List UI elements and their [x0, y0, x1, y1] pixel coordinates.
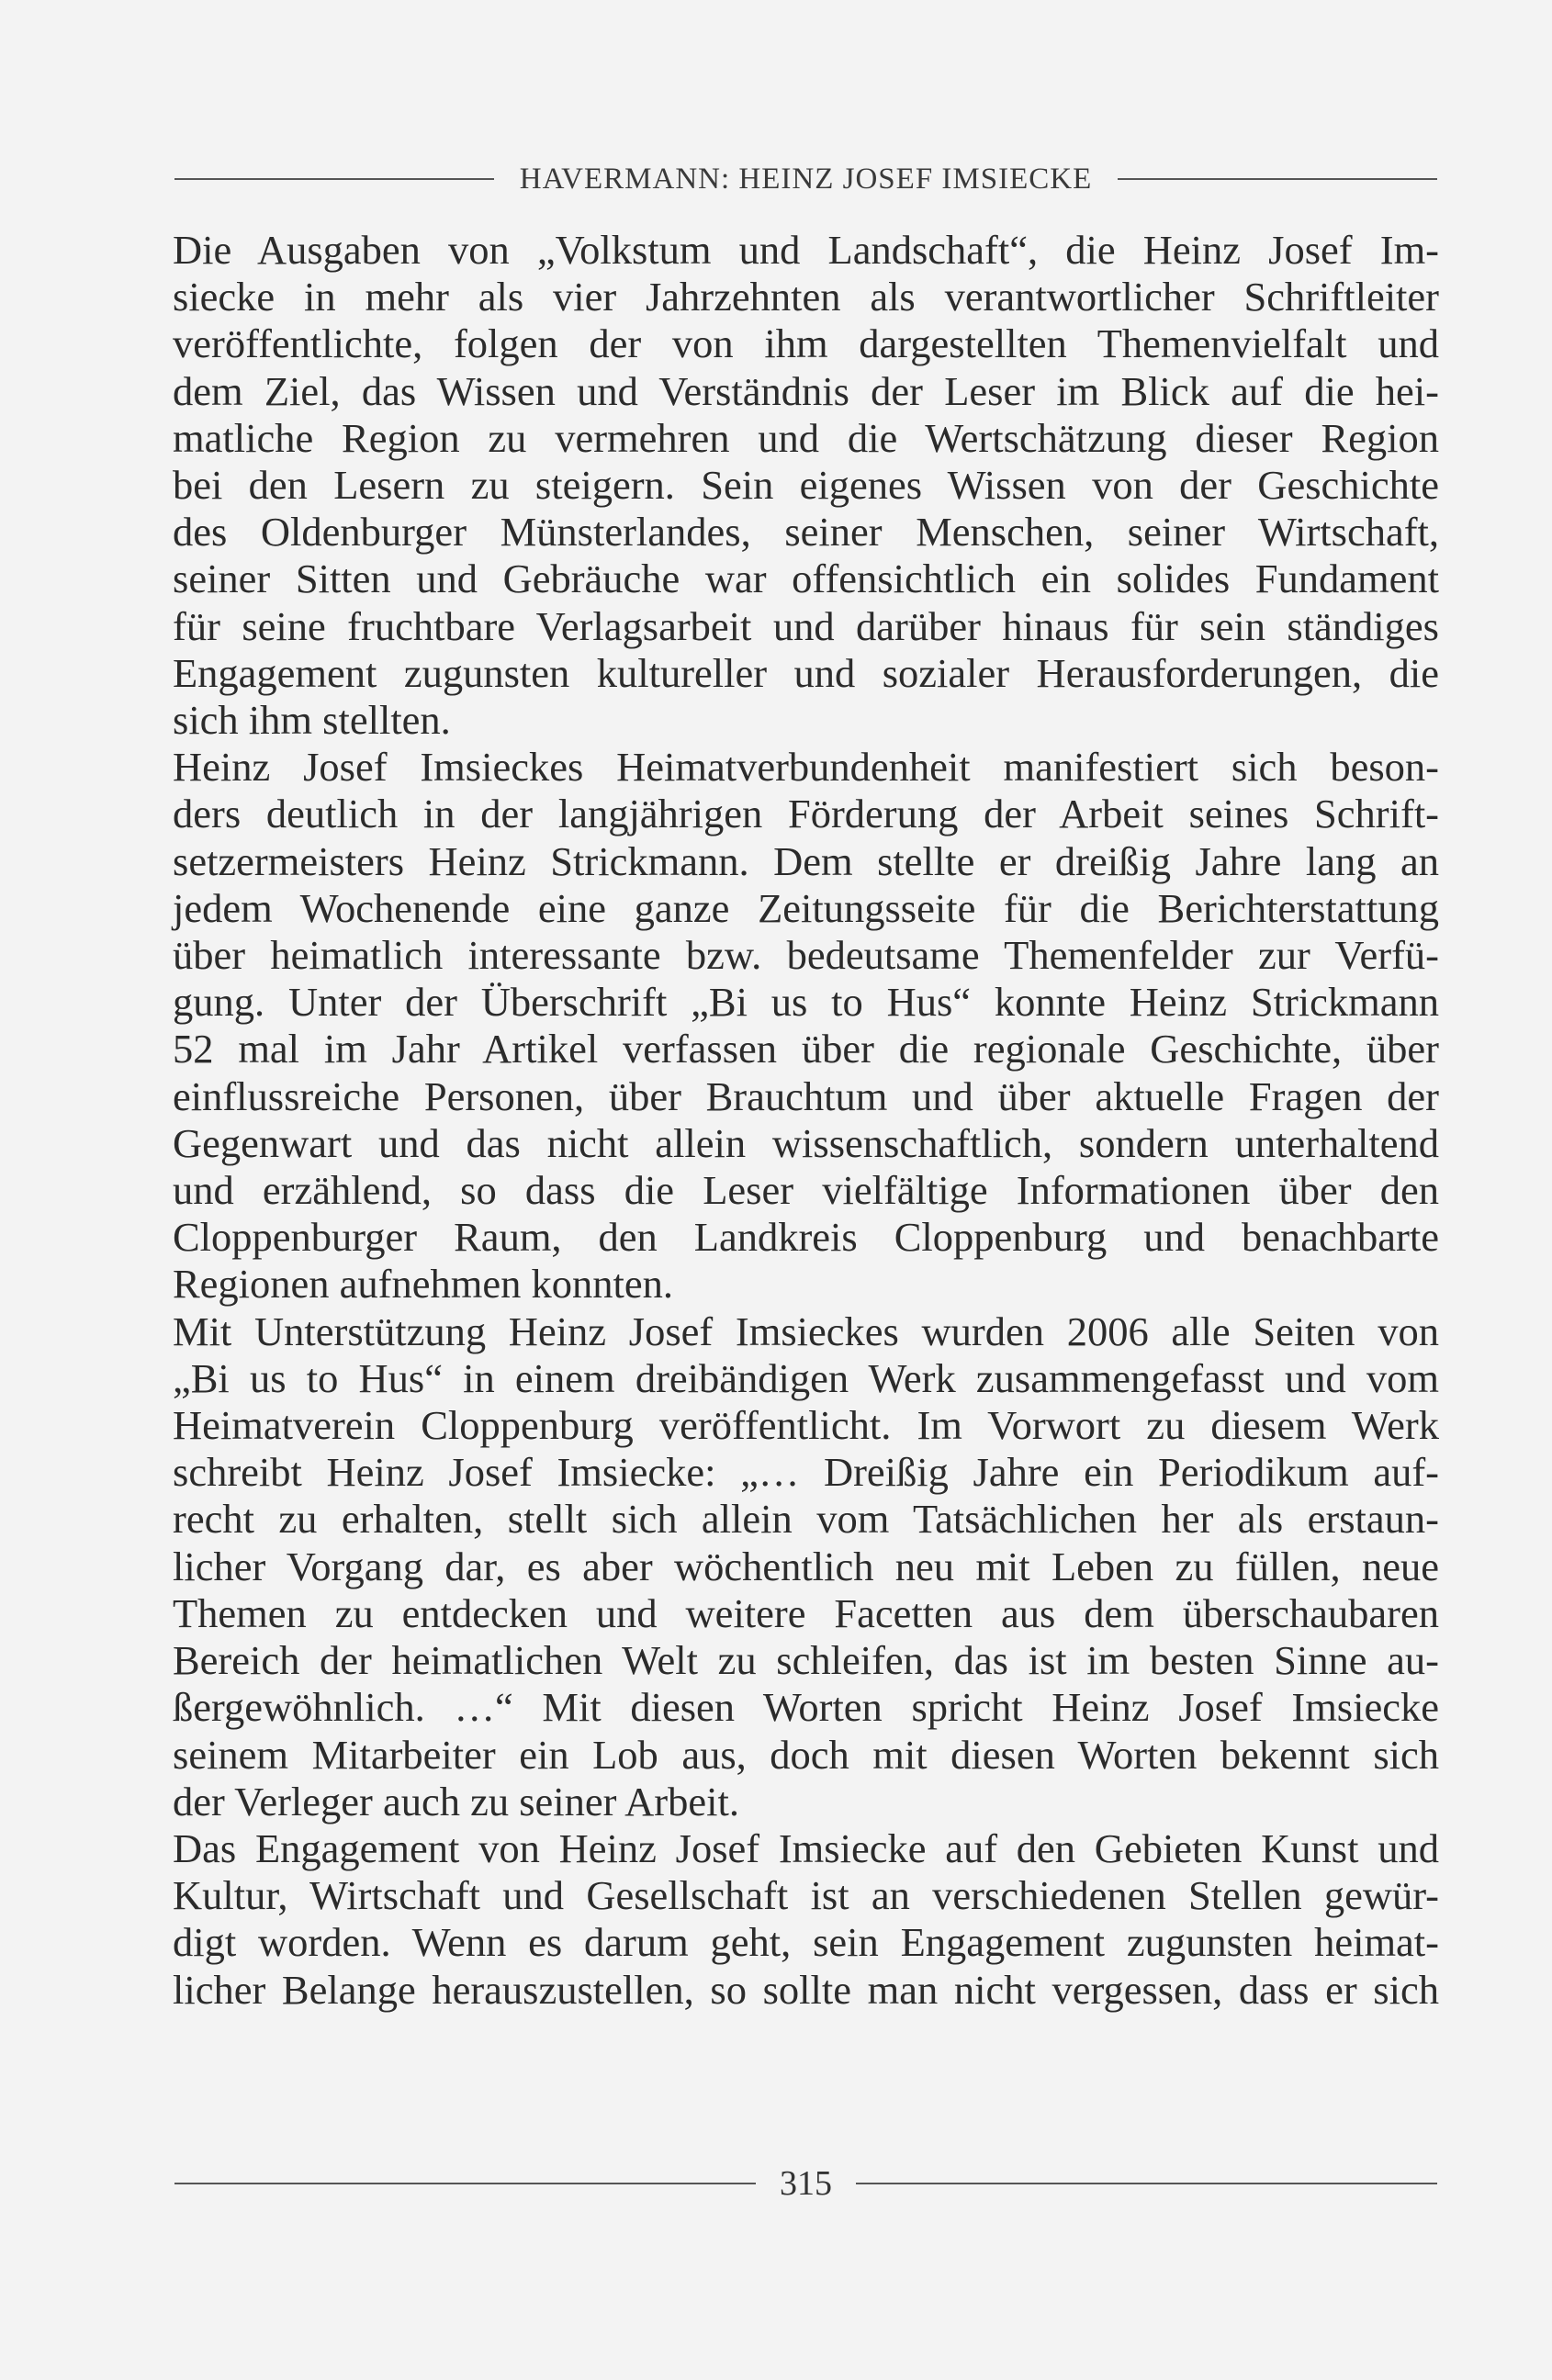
text-line: Kultur, Wirtschaft und Gesellschaft ist an verschiedenen Stellen gewür- [173, 1872, 1439, 1919]
running-head [174, 154, 1437, 204]
body-text [173, 227, 1439, 2014]
text-line: des Oldenburger Münsterlandes, seiner Menschen, seiner Wirtschaft, [173, 509, 1439, 556]
text-line: schreibt Heinz Josef Imsiecke: „… Dreißig Jahre ein Periodikum auf- [173, 1449, 1439, 1496]
text-line: Gegenwart und das nicht allein wissenschaftlich, sondern unterhaltend [173, 1119, 1439, 1166]
text-line: „Bi us to Hus“ in einem dreibändigen Werk zusammengefasst und vom [173, 1354, 1439, 1401]
text-line: setzermeisters Heinz Strickmann. Dem stellte er dreißig Jahre lang an [173, 837, 1439, 884]
text-line: gung. Unter der Überschrift „Bi us to Hus“ konnte Heinz Strickmann [173, 979, 1439, 1026]
text-line: Das Engagement von Heinz Josef Imsiecke auf den Gebieten Kunst und [173, 1824, 1439, 1871]
text-line: Die Ausgaben von „Volkstum und Landschaft“, die Heinz Josef Im- [173, 227, 1439, 273]
page-number: 315 [780, 2164, 832, 2203]
text-line: licher Vorgang dar, es aber wöchentlich neu mit Leben zu füllen, neue [173, 1543, 1439, 1589]
text-line: Regionen aufnehmen konnten. [173, 1261, 673, 1308]
text-line: bei den Lesern zu steigern. Sein eigenes Wissen von der Geschichte [173, 462, 1439, 509]
text-line: der Verleger auch zu seiner Arbeit. [173, 1778, 739, 1824]
text-line: Heinz Josef Imsieckes Heimatverbundenheit manifestiert sich beson- [173, 744, 1439, 791]
footer-rule-left [174, 2183, 756, 2184]
running-head-rule-right [1118, 178, 1437, 180]
running-head-rule-left [174, 178, 494, 180]
page-footer [174, 2161, 1437, 2206]
text-line: digt worden. Wenn es darum geht, sein Engagement zugunsten heimat- [173, 1919, 1439, 1966]
text-line: licher Belange herauszustellen, so sollte man nicht vergessen, dass er sich [173, 1966, 1439, 2013]
text-line: dem Ziel, das Wissen und Verständnis der Leser im Blick auf die hei- [173, 367, 1439, 414]
text-line: Mit Unterstützung Heinz Josef Imsieckes wurden 2006 alle Seiten von [173, 1308, 1439, 1354]
text-line: sich ihm stellten. [173, 697, 451, 744]
paragraph [173, 744, 1439, 1308]
text-line: recht zu erhalten, stellt sich allein vom Tatsächlichen her als erstaun- [173, 1496, 1439, 1543]
text-line: 52 mal im Jahr Artikel verfassen über die regionale Geschichte, über [173, 1026, 1439, 1072]
paragraph [173, 1825, 1439, 2014]
text-line: seinem Mitarbeiter ein Lob aus, doch mit diesen Worten bekennt sich [173, 1731, 1439, 1778]
text-line: einflussreiche Personen, über Brauchtum und über aktuelle Fragen der [173, 1072, 1439, 1119]
text-line: Themen zu entdecken und weitere Facetten aus dem überschaubaren [173, 1589, 1439, 1636]
text-line: und erzählend, so dass die Leser vielfältige Informationen über den [173, 1167, 1439, 1214]
text-line: Cloppenburger Raum, den Landkreis Cloppenburg und benachbarte [173, 1214, 1439, 1261]
text-line: matliche Region zu vermehren und die Wertschätzung dieser Region [173, 414, 1439, 461]
text-line: über heimatlich interessante bzw. bedeutsame Themenfelder zur Verfü- [173, 932, 1439, 979]
text-line: ßergewöhnlich. …“ Mit diesen Worten spricht Heinz Josef Imsiecke [173, 1684, 1439, 1731]
text-line: für seine fruchtbare Verlagsarbeit und darüber hinaus für sein ständiges [173, 602, 1439, 649]
text-line: seiner Sitten und Gebräuche war offensichtlich ein solides Fundament [173, 556, 1439, 602]
footer-rule-right [856, 2183, 1437, 2184]
text-line: Engagement zugunsten kultureller und sozialer Herausforderungen, die [173, 649, 1439, 696]
text-line: Heimatverein Cloppenburg veröffentlicht. Im Vorwort zu diesem Werk [173, 1402, 1439, 1449]
paragraph [173, 1308, 1439, 1825]
text-line: siecke in mehr als vier Jahrzehnten als verantwortlicher Schriftleiter [173, 274, 1439, 320]
text-line: Bereich der heimatlichen Welt zu schleifen, das ist im besten Sinne au- [173, 1637, 1439, 1684]
text-line: jedem Wochenende eine ganze Zeitungsseite für die Berichterstattung [173, 884, 1439, 931]
running-head-title: HAVERMANN: HEINZ JOSEF IMSIECKE [519, 162, 1093, 196]
paragraph [173, 227, 1439, 744]
text-line: veröffentlichte, folgen der von ihm dargestellten Themenvielfalt und [173, 320, 1439, 367]
text-line: ders deutlich in der langjährigen Förderung der Arbeit seines Schrift- [173, 791, 1439, 837]
